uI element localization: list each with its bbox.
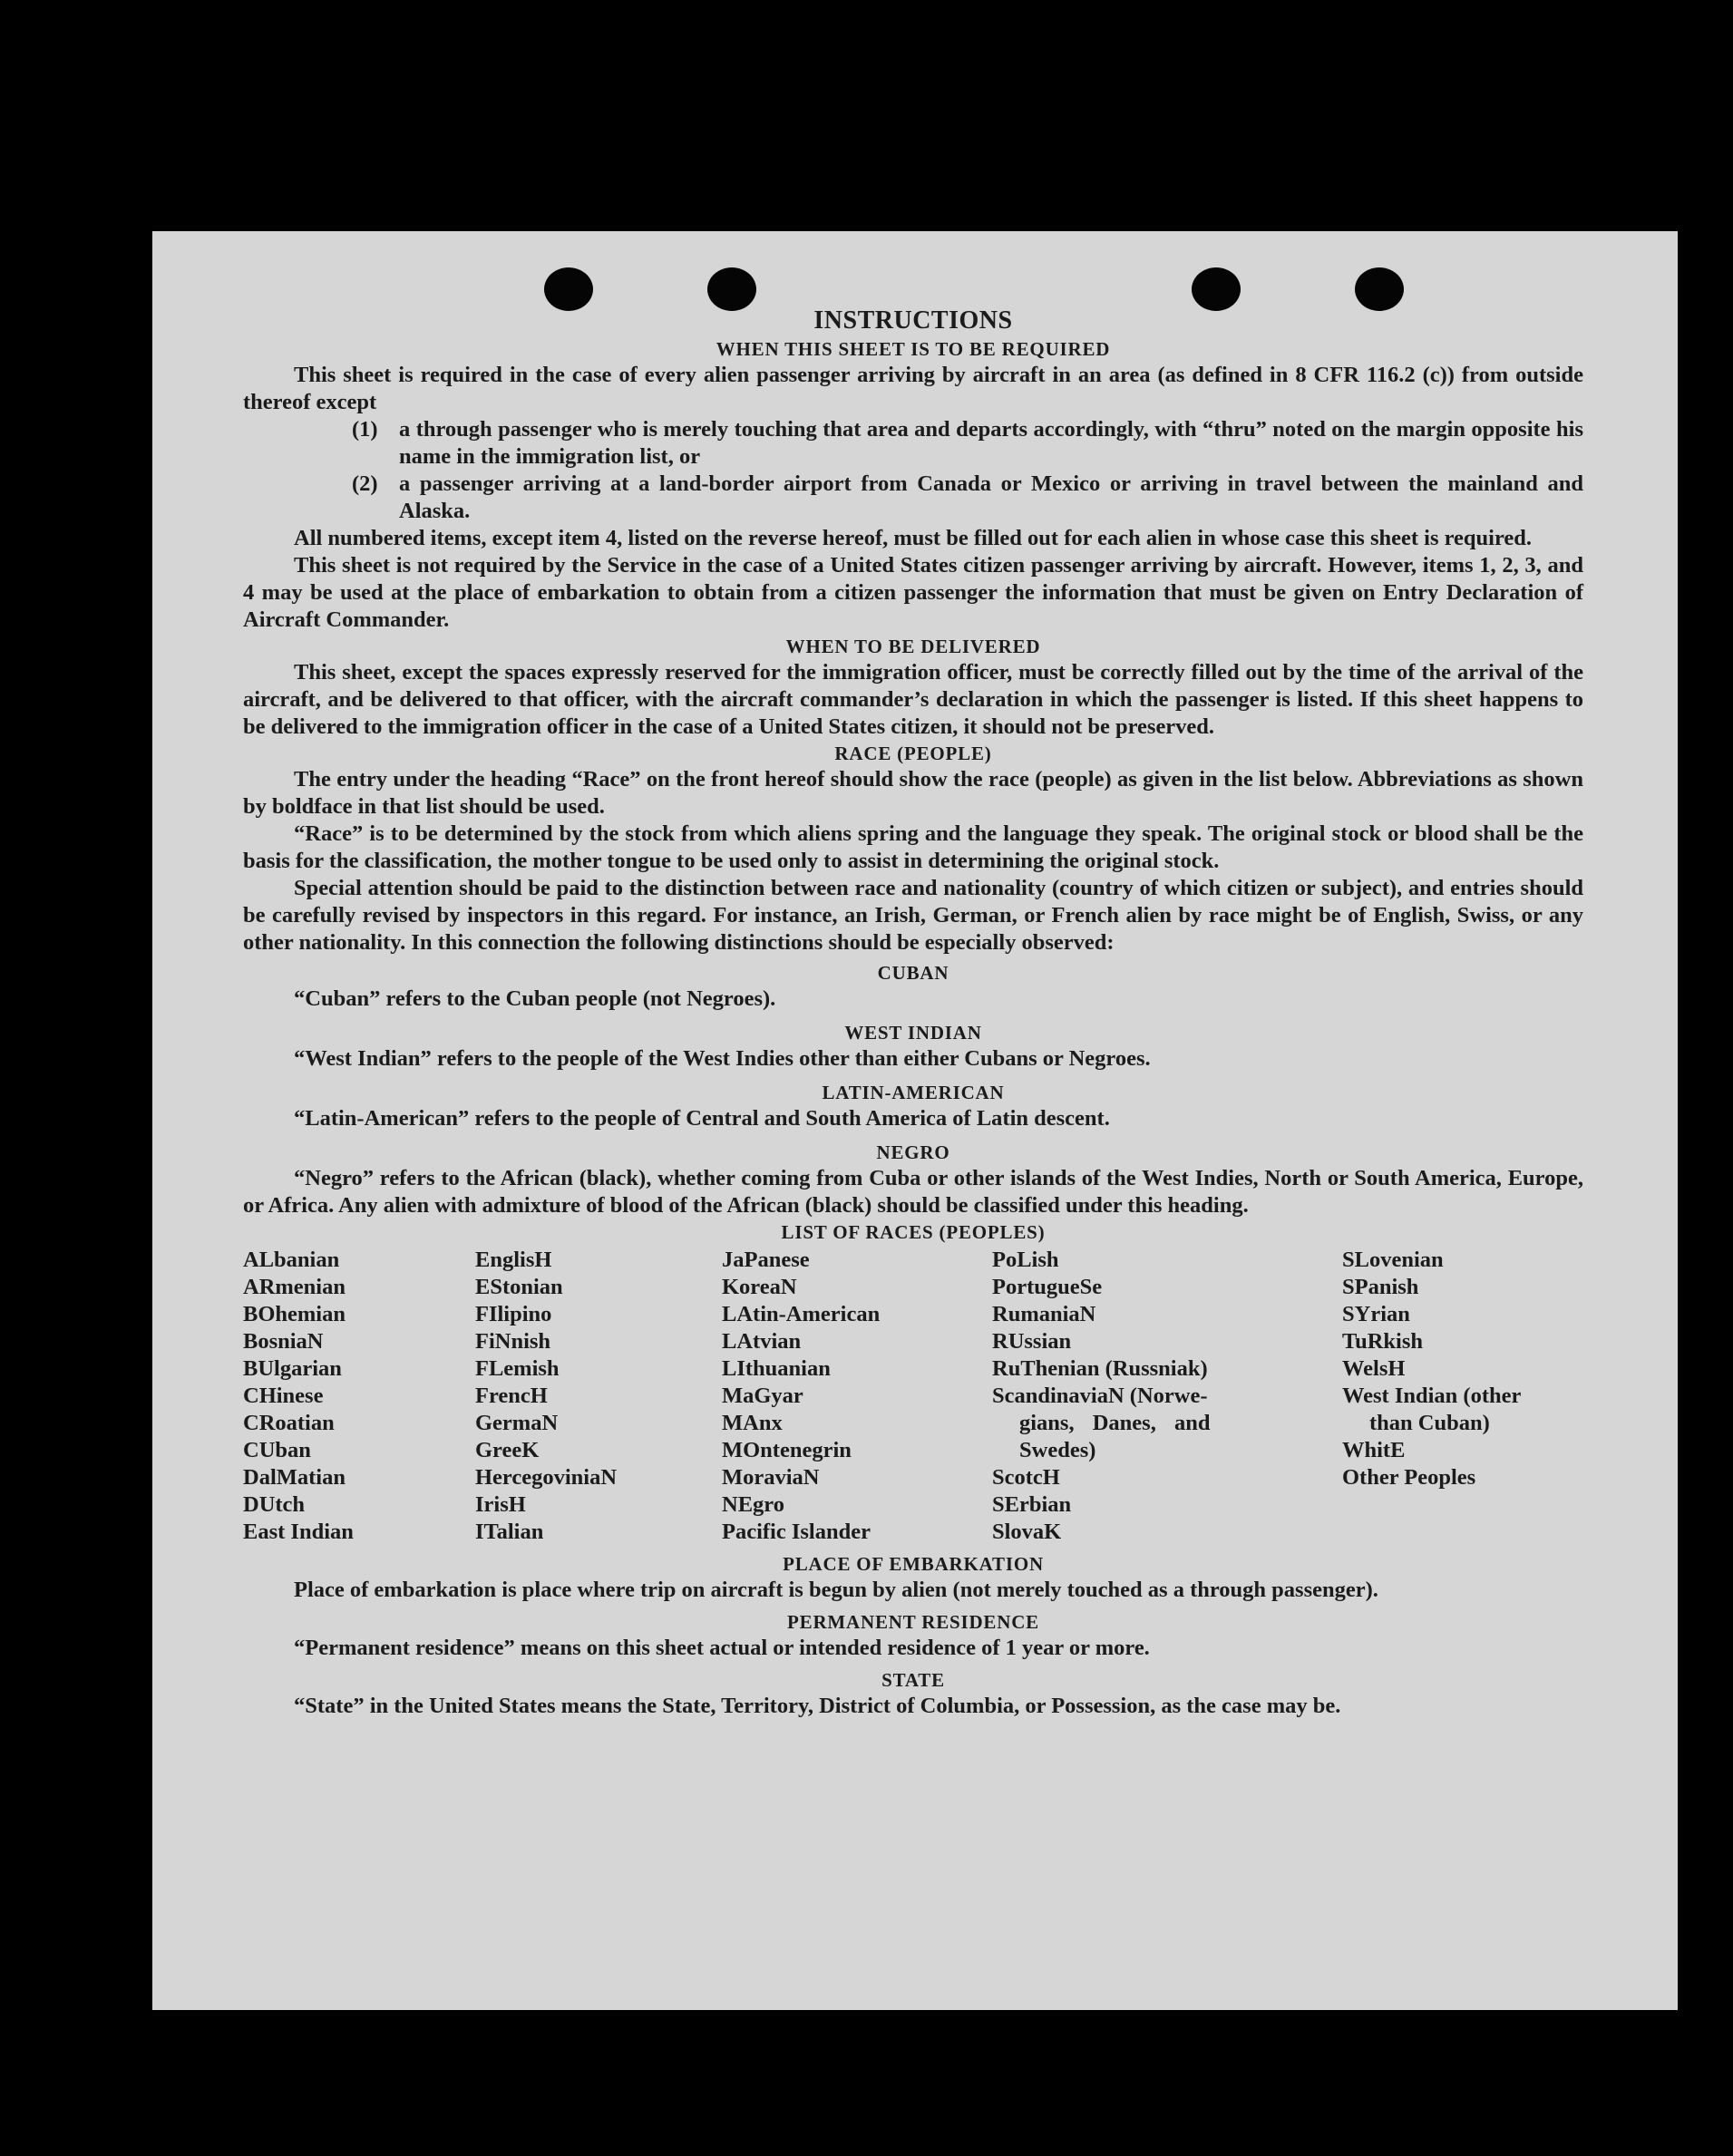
section-heading: PERMANENT RESIDENCE <box>787 1611 1039 1633</box>
list-item-text: a through passenger who is merely touching that area and departs accordingly, with “thru” noted on the margin opposite his name in the immigration list, or <box>399 417 1583 469</box>
section-heading: CUBAN <box>877 962 949 984</box>
punch-hole <box>707 267 756 311</box>
punch-hole <box>1192 267 1241 311</box>
race-list <box>243 1247 1583 1546</box>
race-item: SErbian <box>992 1492 1072 1517</box>
race-item: DUtch <box>243 1492 306 1517</box>
race-item: NEgro <box>722 1492 784 1517</box>
section-heading: PLACE OF EMBARKATION <box>783 1553 1044 1575</box>
race-item: RuThenian (Russniak) <box>992 1356 1208 1381</box>
paragraph: “State” in the United States means the State, Territory, District of Columbia, or Possession, as the case may be. <box>294 1694 1341 1718</box>
race-item: ALbanian <box>243 1248 340 1272</box>
race-item: FLemish <box>475 1356 560 1381</box>
punch-hole <box>544 267 593 311</box>
race-item: TuRkish <box>1342 1329 1424 1354</box>
paragraph: This sheet is not required by the Service in the case of a United States citizen passenger arriving by aircraft. However, items 1, 2, 3, and 4 may be used at the place of embarkation to obtain from a citizen passenger the information that must be given on Entry Declaration of Aircraft Commander. <box>243 553 1583 632</box>
list-item <box>352 416 1583 471</box>
section-heading: WEST INDIAN <box>844 1022 982 1044</box>
paragraph: “Permanent residence” means on this sheet actual or intended residence of 1 year or more. <box>294 1636 1150 1660</box>
race-item: HercegoviniaN <box>475 1465 618 1490</box>
race-item: DalMatian <box>243 1465 346 1490</box>
race-item-continued: gians, Danes, and <box>1019 1411 1211 1435</box>
race-item: FIlipino <box>475 1302 552 1326</box>
race-item: LIthuanian <box>722 1356 831 1381</box>
race-item: SYrian <box>1342 1302 1410 1326</box>
race-item: KoreaN <box>722 1275 797 1299</box>
page-title: INSTRUCTIONS <box>813 306 1013 335</box>
race-item-continued: than Cuban) <box>1369 1411 1490 1435</box>
race-column <box>1342 1247 1583 1546</box>
paragraph: This sheet, except the spaces expressly reserved for the immigration officer, must be correctly filled out by the time of the arrival of the aircraft, and be delivered to that officer, with the aircraft commander’s declaration in which the passenger is listed. If this sheet happens to be delivered to the immigration officer in the case of a United States citizen, it should not be preserved. <box>243 660 1583 739</box>
paragraph: “Cuban” refers to the Cuban people (not Negroes). <box>294 986 776 1011</box>
race-item: EnglisH <box>475 1248 552 1272</box>
race-item: ITalian <box>475 1520 544 1544</box>
race-item: EStonian <box>475 1275 563 1299</box>
race-item: Pacific Islander <box>722 1520 871 1544</box>
race-item: FrencH <box>475 1384 548 1408</box>
instructions-content <box>243 306 1583 1720</box>
race-item: SPanish <box>1342 1275 1419 1299</box>
race-item: SlovaK <box>992 1520 1062 1544</box>
race-column <box>243 1247 475 1546</box>
race-column <box>722 1247 992 1546</box>
document-page <box>152 231 1678 2010</box>
race-item: West Indian (other <box>1342 1384 1522 1408</box>
race-item: MoraviaN <box>722 1465 820 1490</box>
race-item: MaGyar <box>722 1384 803 1408</box>
race-column <box>992 1247 1342 1546</box>
race-item: WhitE <box>1342 1438 1406 1462</box>
paragraph: “Latin-American” refers to the people of Central and South America of Latin descent. <box>294 1106 1110 1131</box>
race-item: ARmenian <box>243 1275 346 1299</box>
paragraph: All numbered items, except item 4, listed on the reverse hereof, must be filled out for each alien in whose case this sheet is required. <box>294 526 1533 550</box>
race-item: ScotcH <box>992 1465 1060 1490</box>
section-heading: RACE (PEOPLE) <box>834 743 992 764</box>
race-item: IrisH <box>475 1492 526 1517</box>
race-item: East Indian <box>243 1520 354 1544</box>
race-item: GreeK <box>475 1438 540 1462</box>
race-item: BOhemian <box>243 1302 346 1326</box>
race-item: LAtvian <box>722 1329 802 1354</box>
paragraph: “West Indian” refers to the people of the West Indies other than either Cubans or Negroes. <box>294 1046 1151 1071</box>
list-item-number: (2) <box>352 471 378 496</box>
race-item: GermaN <box>475 1411 559 1435</box>
race-item: CHinese <box>243 1384 324 1408</box>
race-item: SLovenian <box>1342 1248 1444 1272</box>
race-item: MOntenegrin <box>722 1438 852 1462</box>
race-item: BUlgarian <box>243 1356 342 1381</box>
race-item: CRoatian <box>243 1411 335 1435</box>
race-item: BosniaN <box>243 1329 324 1354</box>
section-heading: WHEN TO BE DELIVERED <box>785 636 1041 657</box>
race-item: PoLish <box>992 1248 1059 1272</box>
list-item-text: a passenger arriving at a land-border airport from Canada or Mexico or arriving in travel between the mainland and Alaska. <box>399 471 1583 523</box>
section-heading: STATE <box>881 1669 945 1691</box>
race-item: MAnx <box>722 1411 783 1435</box>
punch-hole <box>1355 267 1404 311</box>
section-heading: LATIN-AMERICAN <box>822 1082 1005 1103</box>
paragraph: The entry under the heading “Race” on the front hereof should show the race (people) as given in the list below. Abbreviations as shown by boldface in that list should be used. <box>243 767 1583 819</box>
section-heading: WHEN THIS SHEET IS TO BE REQUIRED <box>716 338 1111 360</box>
race-item: RUssian <box>992 1329 1072 1354</box>
paragraph: Special attention should be paid to the distinction between race and nationality (country of which citizen or subject), and entries should be carefully revised by inspectors in this regard. For instance, an Irish, German, or French alien by race might be of English, Swiss, or any other nationality. In this connection the following distinctions should be especially observed: <box>243 876 1583 955</box>
race-item: LAtin-American <box>722 1302 881 1326</box>
race-item: CUban <box>243 1438 311 1462</box>
paragraph: “Negro” refers to the African (black), whether coming from Cuba or other islands of the West Indies, North or South America, Europe, or Africa. Any alien with admixture of blood of the African (black) should be classified under this heading. <box>243 1166 1583 1218</box>
paragraph: This sheet is required in the case of every alien passenger arriving by aircraft in an area (as defined in 8 CFR 116.2 (c)) from outside thereof except <box>243 363 1583 414</box>
race-item-continued: Swedes) <box>1019 1438 1096 1462</box>
race-item: Other Peoples <box>1342 1465 1476 1490</box>
race-item: FiNnish <box>475 1329 551 1354</box>
list-item <box>352 471 1583 525</box>
paragraph: Place of embarkation is place where trip on aircraft is begun by alien (not merely touched as a through passenger). <box>294 1578 1378 1602</box>
race-item: PortugueSe <box>992 1275 1103 1299</box>
race-item: WelsH <box>1342 1356 1406 1381</box>
race-item: JaPanese <box>722 1248 810 1272</box>
race-item: RumaniaN <box>992 1302 1096 1326</box>
section-heading: NEGRO <box>876 1141 950 1163</box>
race-column <box>475 1247 722 1546</box>
paragraph: “Race” is to be determined by the stock from which aliens spring and the language they speak. The original stock or blood shall be the basis for the classification, the mother tongue to be used only to assist in determining the original stock. <box>243 821 1583 873</box>
list-item-number: (1) <box>352 417 378 442</box>
section-heading: LIST OF RACES (PEOPLES) <box>781 1221 1046 1243</box>
race-item: ScandinaviaN (Norwe- <box>992 1384 1208 1408</box>
